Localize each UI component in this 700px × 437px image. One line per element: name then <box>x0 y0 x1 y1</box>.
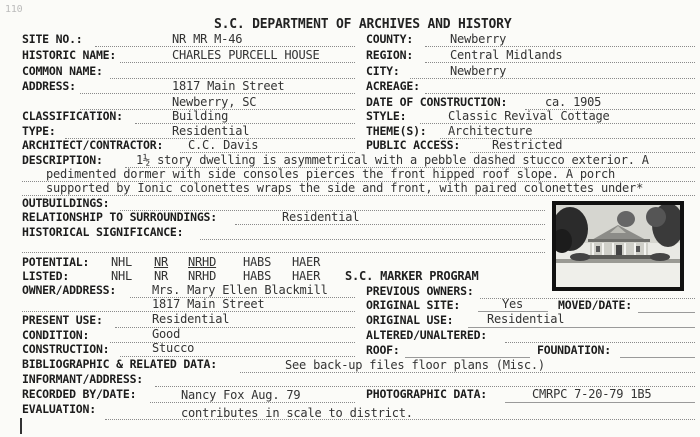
city-label: CITY: <box>366 64 400 78</box>
moved-date-label: MOVED/DATE: <box>558 298 632 312</box>
region-label: REGION: <box>366 48 414 62</box>
themes-line <box>440 138 695 139</box>
condition-label: CONDITION: <box>22 328 90 342</box>
description-line1: 1½ story dwelling is asymmetrical with a pebble dashed stucco exterior. A <box>136 153 649 167</box>
address-line1-rule <box>80 93 355 94</box>
roof-label: ROOF: <box>366 343 400 357</box>
marker-program-heading: S.C. MARKER PROGRAM <box>345 269 479 283</box>
original-use-value: Residential <box>487 312 565 326</box>
potential-opt-nrhd: NRHD <box>188 255 217 269</box>
construction-value: Stucco <box>152 341 195 355</box>
card-title: S.C. DEPARTMENT OF ARCHIVES AND HISTORY <box>214 17 512 32</box>
county-label: COUNTY: <box>366 32 414 46</box>
original-use-line <box>468 327 695 328</box>
house-photograph <box>552 201 684 291</box>
site-no-line <box>95 46 355 47</box>
present-use-line <box>115 327 355 328</box>
themes-label: THEME(S): <box>366 124 427 138</box>
photographic-data-label: PHOTOGRAPHIC DATA: <box>366 387 488 401</box>
informant-label: INFORMANT/ADDRESS: <box>22 372 144 386</box>
relationship-line <box>235 224 545 225</box>
classification-label: CLASSIFICATION: <box>22 109 123 123</box>
card-edge-mark <box>20 418 22 434</box>
description-label: DESCRIPTION: <box>22 153 103 167</box>
relationship-label: RELATIONSHIP TO SURROUNDINGS: <box>22 210 217 224</box>
acreage-line <box>425 93 695 94</box>
city-line <box>410 78 695 79</box>
recorded-by-line <box>150 402 355 403</box>
type-value: Residential <box>172 124 250 138</box>
type-label: TYPE: <box>22 124 56 138</box>
description-line2: pedimented dormer with side consoles pierces the front hipped roof slope. A porch <box>46 167 615 181</box>
public-access-label: PUBLIC ACCESS: <box>366 138 461 152</box>
potential-opt-nr: NR <box>154 255 169 269</box>
original-site-label: ORIGINAL SITE: <box>366 298 461 312</box>
significance-label: HISTORICAL SIGNIFICANCE: <box>22 225 184 239</box>
address-line1: 1817 Main Street <box>172 79 285 93</box>
bibliographic-line <box>240 372 695 373</box>
recorded-by-value: Nancy Fox Aug. 79 <box>181 388 301 402</box>
foundation-line <box>620 357 695 358</box>
listed-opt-nhl: NHL <box>111 269 133 283</box>
potential-label: POTENTIAL: <box>22 255 90 269</box>
house-photo-image <box>556 205 680 287</box>
city-value: Newberry <box>450 64 507 78</box>
significance-line <box>200 239 545 240</box>
photographic-data-value: CMRPC 7-20-79 1B5 <box>532 387 652 401</box>
architect-value: C.C. Davis <box>188 138 259 152</box>
description-line3: supported by Ionic colonettes wraps the side and front, with paired colonettes under* <box>46 181 644 195</box>
public-access-value: Restricted <box>492 138 563 152</box>
altered-label: ALTERED/UNALTERED: <box>366 328 488 342</box>
site-no-label: SITE NO.: <box>22 32 83 46</box>
architect-label: ARCHITECT/CONTRACTOR: <box>22 138 164 152</box>
address-label: ADDRESS: <box>22 79 76 93</box>
bibliographic-label: BIBLIOGRAPHIC & RELATED DATA: <box>22 357 217 371</box>
style-label: STYLE: <box>366 109 407 123</box>
photographic-data-line <box>505 402 695 403</box>
potential-opt-haer: HAER <box>292 255 321 269</box>
owner-line2: 1817 Main Street <box>152 297 265 311</box>
relationship-value: Residential <box>282 210 360 224</box>
original-site-value: Yes <box>502 297 524 311</box>
previous-owners-label: PREVIOUS OWNERS: <box>366 284 474 298</box>
listed-opt-haer: HAER <box>292 269 321 283</box>
bibliographic-value: See back-up files floor plans (Misc.) <box>285 358 545 372</box>
potential-opt-nhl: NHL <box>111 255 133 269</box>
moved-date-line <box>638 312 695 313</box>
listed-label: LISTED: <box>22 269 70 283</box>
outbuildings-label: OUTBUILDINGS: <box>22 196 110 210</box>
site-no-value: NR MR M-46 <box>172 32 243 46</box>
owner-label: OWNER/ADDRESS: <box>22 283 117 297</box>
date-construction-value: ca. 1905 <box>545 95 602 109</box>
historic-name-line <box>120 62 355 63</box>
recorded-by-label: RECORDED BY/DATE: <box>22 387 137 401</box>
original-use-label: ORIGINAL USE: <box>366 313 454 327</box>
acreage-label: ACREAGE: <box>366 79 420 93</box>
evaluation-value: contributes in scale to district. <box>181 406 413 420</box>
classification-value: Building <box>172 109 229 123</box>
significance-line2 <box>22 252 545 253</box>
style-value: Classic Revival Cottage <box>448 109 610 123</box>
description-rule3 <box>22 195 695 196</box>
present-use-label: PRESENT USE: <box>22 313 103 327</box>
date-construction-label: DATE OF CONSTRUCTION: <box>366 95 508 109</box>
historic-name-label: HISTORIC NAME: <box>22 48 117 62</box>
condition-line <box>110 342 355 343</box>
historic-name-value: CHARLES PURCELL HOUSE <box>172 48 320 62</box>
evaluation-label: EVALUATION: <box>22 402 96 416</box>
region-line <box>425 62 695 63</box>
address-line2: Newberry, SC <box>172 95 257 109</box>
themes-value: Architecture <box>448 124 533 138</box>
listed-opt-nrhd: NRHD <box>188 269 217 283</box>
foundation-label: FOUNDATION: <box>537 343 611 357</box>
county-value: Newberry <box>450 32 507 46</box>
corner-mark: 110 <box>5 4 23 15</box>
listed-opt-nr: NR <box>154 269 169 283</box>
potential-opt-habs: HABS <box>243 255 272 269</box>
owner-line1: Mrs. Mary Ellen Blackmill <box>152 283 328 297</box>
construction-label: CONSTRUCTION: <box>22 342 110 356</box>
condition-value: Good <box>152 327 181 341</box>
region-value: Central Midlands <box>450 48 563 62</box>
present-use-value: Residential <box>152 312 230 326</box>
listed-opt-habs: HABS <box>243 269 272 283</box>
evaluation-line <box>105 419 695 420</box>
county-line <box>425 46 695 47</box>
common-name-label: COMMON NAME: <box>22 64 103 78</box>
